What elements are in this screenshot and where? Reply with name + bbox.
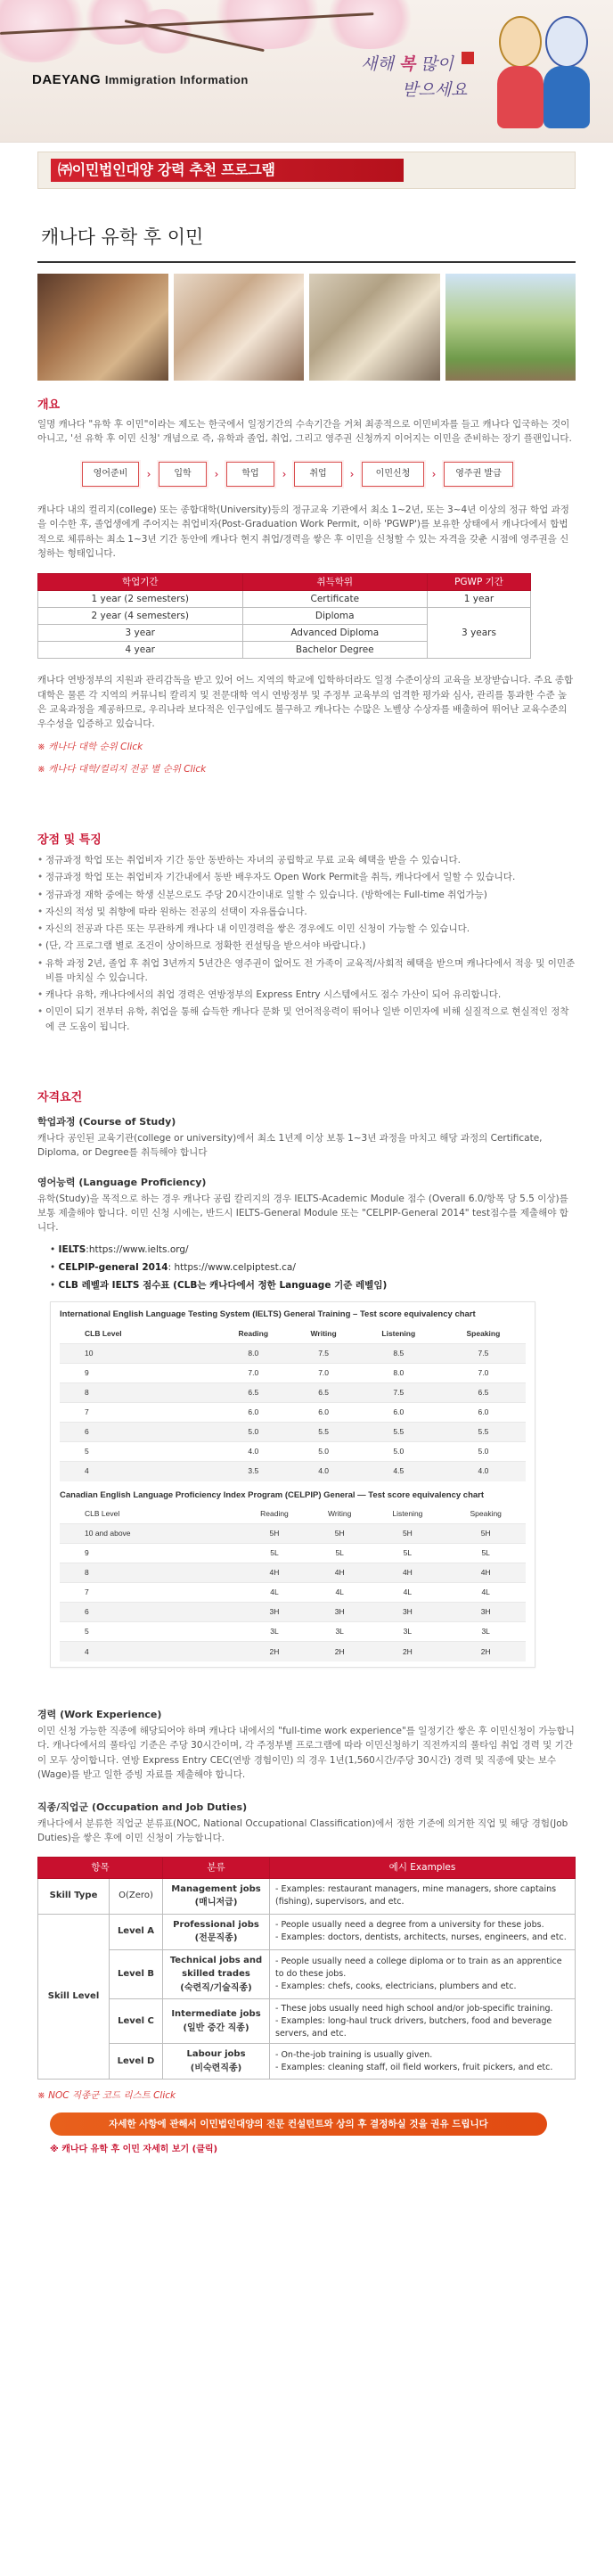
pgwp-text: 캐나다 내의 컬리지(college) 또는 종합대학(University)등의 정규교육 기관에서 최소 1~2년, 또는 3~4년 이상의 정규 학업 과정을 이수한 후, 졸업생에게 주어지는 취업비자(Post-Graduation Work Permit, 이하 'PGWP')를 보유한 상태에서 캐나다에서 합법적으로 체류하는 최소 1~3년 기간 동안에 캐나다 현지 취업/경력을 쌓은 후 이민을 신청할 수 있는 자격을 갖춘 시점에 영주권을 신청하는 형태입니다. xyxy=(37,505,569,560)
table-cell: 5.0 xyxy=(441,1442,526,1462)
table-cell: 6.5 xyxy=(290,1383,356,1403)
language-subtitle: 영어능력 (Language Proficiency) xyxy=(37,1176,207,1188)
study-subtitle: 학업과정 (Course of Study) xyxy=(37,1116,176,1128)
table-row xyxy=(38,1999,576,2044)
features-heading: 장점 및 특징 xyxy=(37,833,102,847)
table-cell: 7 xyxy=(60,1583,239,1603)
logo-subtitle: Immigration Information xyxy=(104,73,249,86)
example-text: - People usually need a college diploma or to train as an apprentice to do these jobs. xyxy=(275,1957,562,1980)
table-cell: Advanced Diploma xyxy=(242,625,428,642)
table-cell: 9 xyxy=(60,1544,239,1563)
table-cell xyxy=(163,1999,270,2044)
table-cell: 2H xyxy=(445,1642,526,1661)
table-cell: 5H xyxy=(310,1524,369,1544)
table-cell: 7.0 xyxy=(216,1364,290,1383)
example-text: - These jobs usually need high school and/or job-specific training. xyxy=(275,2004,553,2014)
job-name-kr: (매니저급) xyxy=(194,1898,238,1908)
job-name: Labour jobs xyxy=(186,2049,246,2060)
table-cell: O(Zero) xyxy=(110,1878,163,1914)
job-name: Technical jobs and skilled trades xyxy=(169,1955,263,1980)
noc-list-link[interactable]: ※ NOC 직종군 코드 리스트 Click xyxy=(37,2090,176,2102)
table-row xyxy=(60,1544,526,1563)
table-cell: 3 years xyxy=(428,608,531,659)
page-title: 캐나다 유학 후 이민 xyxy=(41,226,204,248)
univ-rank-link[interactable]: ※ 캐나다 대학 순위 Click xyxy=(37,742,143,753)
table-cell: 5 xyxy=(60,1622,239,1642)
photo-students-library xyxy=(37,274,168,381)
photo-strip xyxy=(37,274,576,381)
table-cell: 6.0 xyxy=(290,1403,356,1423)
list-item: • 정규과정 재학 중에는 학생 신분으로도 주당 20시간이내로 일할 수 있습니다. (방학에는 Full-time 취업가능) xyxy=(37,888,576,902)
program-banner xyxy=(37,152,576,189)
table-row xyxy=(60,1603,526,1622)
table-row xyxy=(38,2044,576,2080)
list-item: • 정규과정 학업 또는 취업비자 기간내에서 동반 배우자도 Open Work Permit을 취득, 캐나다에서 일할 수 있습니다. xyxy=(37,870,576,884)
clb-label-text: CLB 레벨과 IELTS 점수표 (CLB는 캐나다에서 정한 Language 기준 레벨임) xyxy=(58,1280,388,1292)
table-cell: 5 xyxy=(60,1442,216,1462)
table-header: Speaking xyxy=(470,1509,502,1519)
occupation-subtitle: 직종/직업군 (Occupation and Job Duties) xyxy=(37,1801,248,1814)
noc-table xyxy=(37,1857,576,2080)
major-rank-link[interactable]: ※ 캐나다 대학/컬리지 전공 별 순위 Click xyxy=(37,763,207,775)
table-cell: 4 xyxy=(60,1642,239,1661)
table-cell: 5L xyxy=(239,1544,310,1563)
title-divider xyxy=(37,261,576,263)
table-cell: 1 year (2 semesters) xyxy=(38,591,243,608)
clb-label: • CLB 레벨과 IELTS 점수표 (CLB는 캐나다에서 정한 Language 기준 레벨임) xyxy=(50,1280,388,1292)
character-girl-head xyxy=(499,16,542,68)
table-cell: 4L xyxy=(239,1583,310,1603)
table-cell: 7 xyxy=(60,1403,216,1423)
arrow-right-icon: › xyxy=(146,467,151,480)
consult-cta-banner[interactable]: 자세한 사항에 관해서 이민법인대양의 전문 컨설턴트와 상의 후 결정하실 것을 권유 드립니다 xyxy=(50,2112,547,2136)
table-cell xyxy=(270,2044,576,2080)
table-cell: Diploma xyxy=(242,608,428,625)
table-cell: 4.0 xyxy=(290,1462,356,1481)
table-row xyxy=(60,1344,526,1364)
table-cell: Level D xyxy=(110,2044,163,2080)
table-cell: 4L xyxy=(369,1583,445,1603)
character-boy-body xyxy=(544,66,590,128)
example-text: - Examples: doctors, dentists, architects, nurses, engineers, and etc. xyxy=(275,1932,567,1943)
table-cell: 6 xyxy=(60,1423,216,1442)
table-header: Writing xyxy=(328,1509,352,1519)
character-boy-head xyxy=(545,16,588,68)
table-cell: Skill Type xyxy=(38,1878,110,1914)
ielts-link[interactable]: • IELTS:https://www.ielts.org/ xyxy=(50,1243,189,1255)
table-cell: 2 year (4 semesters) xyxy=(38,608,243,625)
table-cell xyxy=(270,1999,576,2044)
table-cell: 4.5 xyxy=(356,1462,441,1481)
table-cell: 3L xyxy=(445,1622,526,1642)
greeting-part: 받으세요 xyxy=(402,80,468,101)
table-header: 항목 xyxy=(38,1857,163,1878)
logo-brand: DAEYANG xyxy=(32,72,102,87)
table-row xyxy=(60,1583,526,1603)
table-row xyxy=(60,1423,526,1442)
list-item: • 캐나다 유학, 캐나다에서의 취업 경력은 연방정부의 Express Entry 시스템에서도 점수 가산이 되어 유리합니다. xyxy=(37,988,576,1002)
banner-title: ㈜이민법인대양 강력 추천 프로그램 xyxy=(51,159,404,182)
arrow-right-icon: › xyxy=(214,467,219,480)
job-name: Professional jobs xyxy=(173,1919,259,1930)
ielts-chart-caption: International English Language Testing System (IELTS) General Training – Test score equivalency chart xyxy=(60,1309,476,1320)
table-row xyxy=(38,608,531,625)
table-cell: 10 xyxy=(60,1344,216,1364)
table-cell: 7.0 xyxy=(290,1364,356,1383)
table-cell: 4L xyxy=(310,1583,369,1603)
table-cell: 2H xyxy=(310,1642,369,1661)
list-item: • 자신의 전공과 다른 또는 무관하게 캐나다 내 이민경력을 쌓은 경우에도 이민 신청이 가능할 수 있습니다. xyxy=(37,922,576,936)
table-row xyxy=(38,591,531,608)
example-text: - Examples: long-haul truck drivers, butchers, food and beverage servers, and etc. xyxy=(275,2015,552,2039)
table-cell: 2H xyxy=(369,1642,445,1661)
photo-classroom xyxy=(309,274,440,381)
support-text: 캐나다 연방정부의 지원과 관리감독을 받고 있어 어느 지역의 학교에 입학하더라도 일정 수준이상의 교육을 보장받습니다. 주요 종합대학은 물론 각 지역의 커뮤니티 칼리지 및 전문대학 역시 연방정부 및 주정부 교육부의 엄격한 평가와 심사, 관리를 통과한 수준 높은 교육과정을 제공하므로, 우리나라 보다적은 인구임에도 불구하고 캐나다는 수많은 노벨상 수상자를 배출하여 뛰어난 교육수준의 우수성을 입증하고 있습니다. xyxy=(37,675,574,730)
list-item: • (단, 각 프로그램 별로 조건이 상이하므로 정확한 컨설팅을 받으셔야 바랍니다.) xyxy=(37,939,576,953)
table-row xyxy=(60,1524,526,1544)
table-cell: 6.0 xyxy=(356,1403,441,1423)
table-header: 분류 xyxy=(163,1857,270,1878)
main-content xyxy=(37,203,576,2156)
example-text: - Examples: cleaning staff, oil field workers, fruit pickers, and etc. xyxy=(275,2062,553,2072)
blossom-decoration xyxy=(134,9,196,53)
table-row xyxy=(60,1364,526,1383)
flow-step: 이민신청 xyxy=(362,462,424,487)
table-cell: 3H xyxy=(445,1603,526,1622)
table-cell: 4 xyxy=(60,1462,216,1481)
table-cell: 4 year xyxy=(38,642,243,659)
table-cell: 3.5 xyxy=(216,1462,290,1481)
table-cell: 8 xyxy=(60,1383,216,1403)
header xyxy=(0,0,613,143)
table-cell: Skill Level xyxy=(38,1914,110,2080)
table-cell: Bachelor Degree xyxy=(242,642,428,659)
table-cell: 6 xyxy=(60,1603,239,1622)
more-info-link[interactable]: ※ 캐나다 유학 후 이민 자세히 보기 (클릭) xyxy=(50,2144,218,2154)
greeting-part: 복 xyxy=(398,54,416,74)
example-text: - People usually need a degree from a university for these jobs. xyxy=(275,1920,544,1931)
table-cell: 9 xyxy=(60,1364,216,1383)
table-row xyxy=(60,1563,526,1583)
study-text: 캐나다 공인된 교육기관(college or university)에서 최소 1년제 이상 보통 1~3년 과정을 마치고 해당 과정의 Certificate, Diploma, or Degree를 취득해야 합니다 xyxy=(37,1133,543,1159)
table-cell: 8.0 xyxy=(216,1344,290,1364)
table-row xyxy=(60,1383,526,1403)
table-row xyxy=(60,1462,526,1481)
table-cell: Level B xyxy=(110,1949,163,1999)
table-cell: 2H xyxy=(239,1642,310,1661)
table-cell: 3H xyxy=(310,1603,369,1622)
flow-step: 학업 xyxy=(226,462,274,487)
table-cell: 4.0 xyxy=(441,1462,526,1481)
table-cell: 6.5 xyxy=(441,1383,526,1403)
example-text: - On-the-job training is usually given. xyxy=(275,2050,433,2061)
table-header: Reading xyxy=(238,1328,269,1338)
table-cell: 5.0 xyxy=(290,1442,356,1462)
table-cell: 3L xyxy=(369,1622,445,1642)
celpip-label: CELPIP-general 2014 xyxy=(58,1261,168,1273)
table-cell: 3L xyxy=(310,1622,369,1642)
celpip-chart-caption: Canadian English Language Proficiency Index Program (CELPIP) General — Test score equivalency chart xyxy=(60,1489,485,1500)
table-cell: 4H xyxy=(310,1563,369,1583)
table-header-row xyxy=(60,1505,526,1524)
table-header: Writing xyxy=(310,1328,337,1338)
table-header: 예시 Examples xyxy=(270,1857,576,1878)
table-row xyxy=(38,1949,576,1999)
table-cell: 8.5 xyxy=(356,1344,441,1364)
experience-subtitle: 경력 (Work Experience) xyxy=(37,1708,162,1720)
overview-heading: 개요 xyxy=(37,398,61,412)
celpip-url: : https://www.celpiptest.ca/ xyxy=(168,1261,296,1273)
features-list xyxy=(37,853,576,1034)
table-cell: 8.0 xyxy=(356,1364,441,1383)
job-name-kr: (일반 중간 직종) xyxy=(183,2022,249,2033)
table-cell: 10 and above xyxy=(60,1524,239,1544)
experience-text: 이민 신청 가능한 직종에 해당되어야 하며 캐나다 내에서의 "full-time work experience"를 일정기간 쌓은 후 이민신청이 가능합니다. 캐나다에서의 풀타임 기준은 주당 30시간이며, 각 주정부별 프로그램에 따라 이민신청하기 직전까지의 풀타임 취업 경력 및 기간이 모두 상이합니다. 연방 Express Entry CEC(연방 경험이민) 의 경우 1년(1,560시간/주당 30시간) 경력 및 직종에 맞는 보수(Wage)를 받고 일한 증빙 자료를 제출해야 합니다. xyxy=(37,1726,575,1780)
table-cell: 7.5 xyxy=(356,1383,441,1403)
seal-icon xyxy=(462,52,474,64)
flow-step: 입학 xyxy=(159,462,207,487)
table-cell: 4H xyxy=(239,1563,310,1583)
greeting-part: 많이 xyxy=(421,54,454,74)
job-name-kr: (숙련직/기술직종) xyxy=(180,1982,252,1993)
table-cell: 5L xyxy=(310,1544,369,1563)
list-item: • 이민이 되기 전부터 유학, 취업을 통해 습득한 캐나다 문화 및 언어적응력이 뛰어나 일반 이민자에 비해 실질적으로 현실적인 정착에 큰 도움이 됩니다. xyxy=(37,1005,576,1034)
list-item: • 자신의 적성 및 취향에 따라 원하는 전공의 선택이 자유롭습니다. xyxy=(37,905,576,919)
flow-step: 영어준비 xyxy=(82,462,139,487)
arrow-right-icon: › xyxy=(431,467,437,480)
table-cell xyxy=(163,1914,270,1949)
ielts-url: :https://www.ielts.org/ xyxy=(86,1243,189,1255)
flow-step: 영주권 발급 xyxy=(444,462,513,487)
table-cell: 5L xyxy=(369,1544,445,1563)
table-row xyxy=(60,1642,526,1661)
table-header: CLB Level xyxy=(85,1509,120,1519)
table-cell: 5H xyxy=(445,1524,526,1544)
job-name-kr: (전문직종) xyxy=(194,1933,238,1944)
table-cell: 3H xyxy=(369,1603,445,1622)
table-cell: 5H xyxy=(369,1524,445,1544)
example-text: - Examples: chefs, cooks, electricians, plumbers and etc. xyxy=(275,1981,517,1991)
table-cell: 4H xyxy=(445,1563,526,1583)
table-cell: 5H xyxy=(239,1524,310,1544)
job-name: Intermediate jobs xyxy=(171,2009,261,2020)
score-charts-box xyxy=(50,1301,535,1668)
table-cell: 1 year xyxy=(428,591,531,608)
table-cell: 6.0 xyxy=(216,1403,290,1423)
logo[interactable] xyxy=(32,70,249,90)
list-item: • 정규과정 학업 또는 취업비자 기간 동안 동반하는 자녀의 공립학교 무료 교육 혜택을 받을 수 있습니다. xyxy=(37,853,576,867)
table-row xyxy=(38,1914,576,1949)
photo-students-writing xyxy=(174,274,305,381)
arrow-right-icon: › xyxy=(282,467,287,480)
table-cell: Certificate xyxy=(242,591,428,608)
table-header: CLB Level xyxy=(85,1328,122,1338)
job-name: Management jobs xyxy=(171,1883,261,1894)
table-cell xyxy=(163,1878,270,1914)
table-header: PGWP 기간 xyxy=(428,574,531,591)
table-cell xyxy=(270,1878,576,1914)
celpip-link[interactable]: • CELPIP-general 2014: https://www.celpiptest.ca/ xyxy=(50,1261,296,1273)
table-cell: 6.0 xyxy=(441,1403,526,1423)
overview-text: 일명 캐나다 "유학 후 이민"이라는 제도는 한국에서 일정기간의 수속기간을 거쳐 최종적으로 이민비자를 들고 캐나다 입국하는 것이 아니고, '선 유학 후 이민 신청' 개념으로 즉, 유학과 졸업, 취업, 그리고 영주권 신청까지 이어지는 이민을 준비하는 장기 플랜입니다. xyxy=(37,418,572,444)
table-cell: 6.5 xyxy=(216,1383,290,1403)
table-row xyxy=(60,1403,526,1423)
ielts-label: IELTS xyxy=(58,1243,86,1255)
photo-campus-lawn xyxy=(445,274,576,381)
example-text: - Examples: restaurant managers, mine managers, shore captains (fishing), supervisors, and etc. xyxy=(275,1884,557,1907)
occupation-text: 캐나다에서 분류한 직업군 분류표(NOC, National Occupational Classification)에서 정한 기준에 의거한 직업 및 해당 경험(Job Duties)을 쌓은 후에 이민 신청이 가능합니다. xyxy=(37,1818,568,1844)
table-cell: Level C xyxy=(110,1999,163,2044)
flow-step: 취업 xyxy=(294,462,342,487)
table-header: Speaking xyxy=(466,1328,501,1338)
table-header-row xyxy=(60,1325,526,1344)
table-header-row xyxy=(38,1857,576,1878)
table-cell: 5.5 xyxy=(290,1423,356,1442)
table-cell: 4L xyxy=(445,1583,526,1603)
table-header: Listening xyxy=(381,1328,416,1338)
table-header: 학업기간 xyxy=(38,574,243,591)
requirements-heading: 자격요건 xyxy=(37,1090,83,1104)
table-cell: 3L xyxy=(239,1622,310,1642)
table-cell: 8 xyxy=(60,1563,239,1583)
table-header: Reading xyxy=(260,1509,289,1519)
table-cell: 5L xyxy=(445,1544,526,1563)
table-cell: 7.5 xyxy=(441,1344,526,1364)
table-cell xyxy=(163,1949,270,1999)
table-cell: 7.5 xyxy=(290,1344,356,1364)
table-header: 취득학위 xyxy=(242,574,428,591)
language-text: 유학(Study)을 목적으로 하는 경우 캐나다 공립 칼리지의 경우 IELTS-Academic Module 점수 (Overall 6.0/항목 당 5.5 이상)를 보통 제출해야 합니다. 이민 신청 시에는, 반드시 IELTS-General Module 또는 "CELPIP-General 2014" test점수를 제출해야 합니다. xyxy=(37,1193,568,1234)
study-pgwp-table xyxy=(37,573,531,659)
greeting-part: 새해 xyxy=(361,54,394,74)
table-row xyxy=(60,1442,526,1462)
table-cell: 5.5 xyxy=(356,1423,441,1442)
ielts-table xyxy=(60,1325,526,1481)
table-cell: Level A xyxy=(110,1914,163,1949)
table-cell: 3 year xyxy=(38,625,243,642)
table-cell: 5.5 xyxy=(441,1423,526,1442)
table-row xyxy=(60,1622,526,1642)
table-header: Listening xyxy=(392,1509,423,1519)
blossom-decoration xyxy=(321,0,419,49)
table-row xyxy=(38,1878,576,1914)
process-flow xyxy=(82,462,576,487)
table-cell: 4H xyxy=(369,1563,445,1583)
table-cell: 7.0 xyxy=(441,1364,526,1383)
list-item: • 유학 과정 2년, 졸업 후 취업 3년까지 5년간은 영주권이 없어도 전 가족이 교육적/사회적 혜택을 받으며 캐나다에서 적응 및 이민준비를 마치실 수 있습니다. xyxy=(37,956,576,986)
new-year-greeting xyxy=(361,52,474,104)
table-cell: 5.0 xyxy=(216,1423,290,1442)
table-cell: 4.0 xyxy=(216,1442,290,1462)
table-cell: 3H xyxy=(239,1603,310,1622)
table-cell xyxy=(163,2044,270,2080)
table-cell xyxy=(270,1914,576,1949)
table-cell: 5.0 xyxy=(356,1442,441,1462)
character-girl-body xyxy=(497,66,544,128)
celpip-table xyxy=(60,1505,526,1661)
arrow-right-icon: › xyxy=(349,467,355,480)
table-cell xyxy=(270,1949,576,1999)
job-name-kr: (비숙련직종) xyxy=(190,2063,242,2073)
